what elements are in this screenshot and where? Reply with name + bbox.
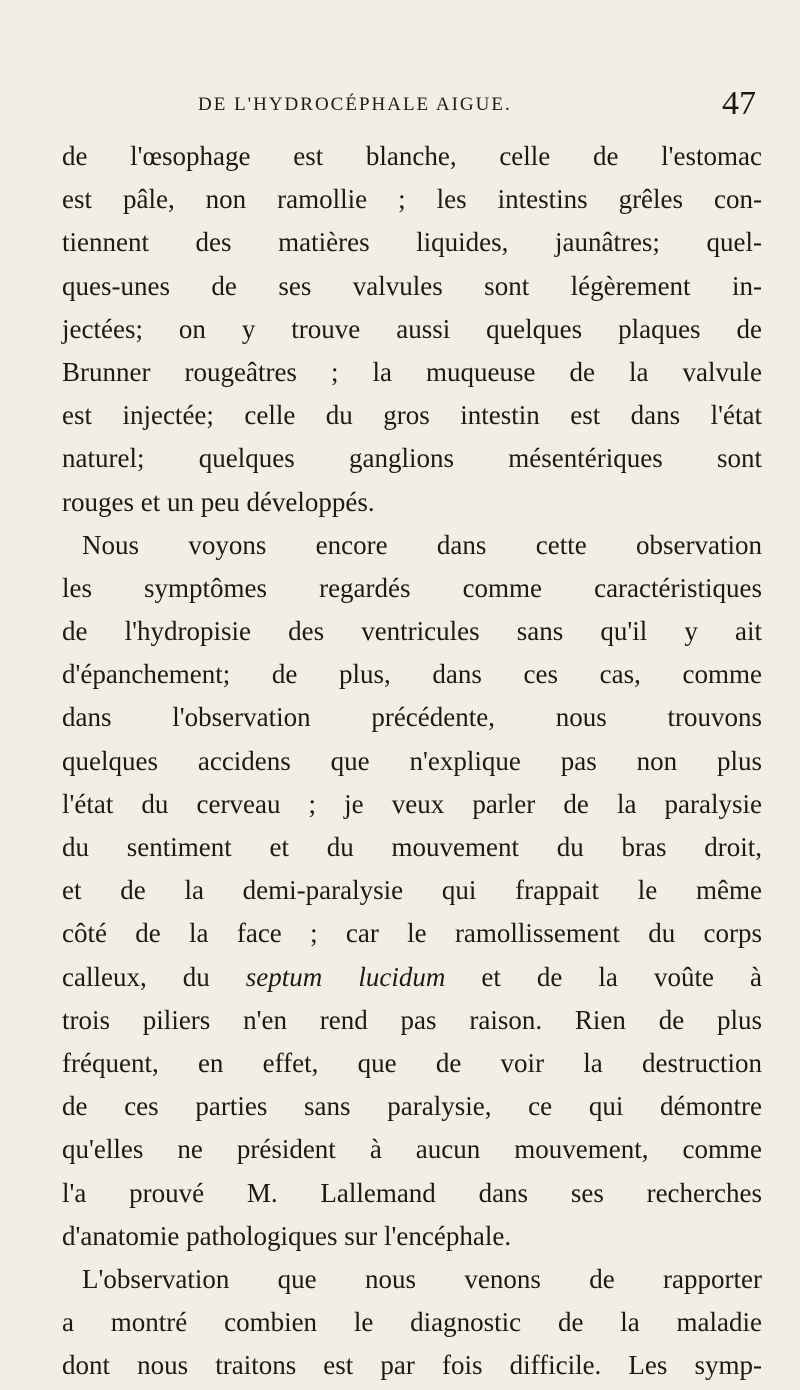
text-line: Brunner rougeâtres ; la muqueuse de la valvule [62, 356, 762, 387]
text-line: naturel; quelques ganglions mésentériques sont [62, 443, 762, 474]
text-line: fréquent, en effet, que de voir la destruction [62, 1047, 762, 1078]
text-line: ques-unes de ses valvules sont légèrement in- [62, 270, 762, 301]
text-line: trois piliers n'en rend pas raison. Rien de plus [62, 1004, 762, 1035]
paragraph-end-line: d'anatomie pathologiques sur l'encéphale. [62, 1220, 512, 1251]
text-line: de l'hydropisie des ventricules sans qu'il y ait [62, 616, 762, 647]
text-run: et de la voûte à [445, 961, 762, 992]
text-line: qu'elles ne président à aucun mouvement, comme [62, 1134, 762, 1165]
text-line: a montré combien le diagnostic de la maladie [62, 1307, 762, 1338]
text-line: est injectée; celle du gros intestin est dans l'état [62, 400, 762, 431]
text-line: d'épanchement; de plus, dans ces cas, comme [62, 659, 762, 690]
text-line: dans l'observation précédente, nous trouvons [62, 702, 762, 733]
paragraph-start-line: Nous voyons encore dans cette observation [82, 529, 762, 560]
text-line: de l'œsophage est blanche, celle de l'estomac [62, 141, 762, 171]
text-line: côté de la face ; car le ramollissement du corps [62, 918, 762, 949]
body-text [62, 135, 762, 1387]
text-line: quelques accidens que n'explique pas non plus [62, 745, 762, 776]
running-head [0, 85, 800, 134]
text-line: les symptômes regardés comme caractéristiques [62, 572, 762, 603]
text-line: du sentiment et du mouvement du bras droit, [62, 832, 762, 862]
italic-term: septum lucidum [245, 961, 446, 992]
paragraph-start-line: L'observation que nous venons de rapporter [82, 1263, 762, 1294]
text-line: jectées; on y trouve aussi quelques plaques de [62, 313, 762, 344]
text-run: calleux, du [62, 961, 246, 992]
paragraph-end-line: rouges et un peu développés. [62, 486, 375, 517]
text-line-with-italic [62, 956, 762, 999]
text-line: tiennent des matières liquides, jaunâtres; quel- [62, 227, 762, 258]
text-line: est pâle, non ramollie ; les intestins grêles con- [62, 184, 762, 215]
running-title: DE L'HYDROCÉPHALE AIGUE. [198, 94, 512, 115]
text-line: et de la demi-paralysie qui frappait le même [62, 875, 762, 906]
text-line: de ces parties sans paralysie, ce qui démontre [62, 1091, 762, 1122]
text-line: l'état du cerveau ; je veux parler de la paralysie [62, 788, 762, 819]
text-line: l'a prouvé M. Lallemand dans ses recherches [62, 1177, 762, 1208]
text-line: dont nous traitons est par fois difficile. Les symp- [62, 1350, 762, 1381]
page-number: 47 [722, 85, 756, 122]
